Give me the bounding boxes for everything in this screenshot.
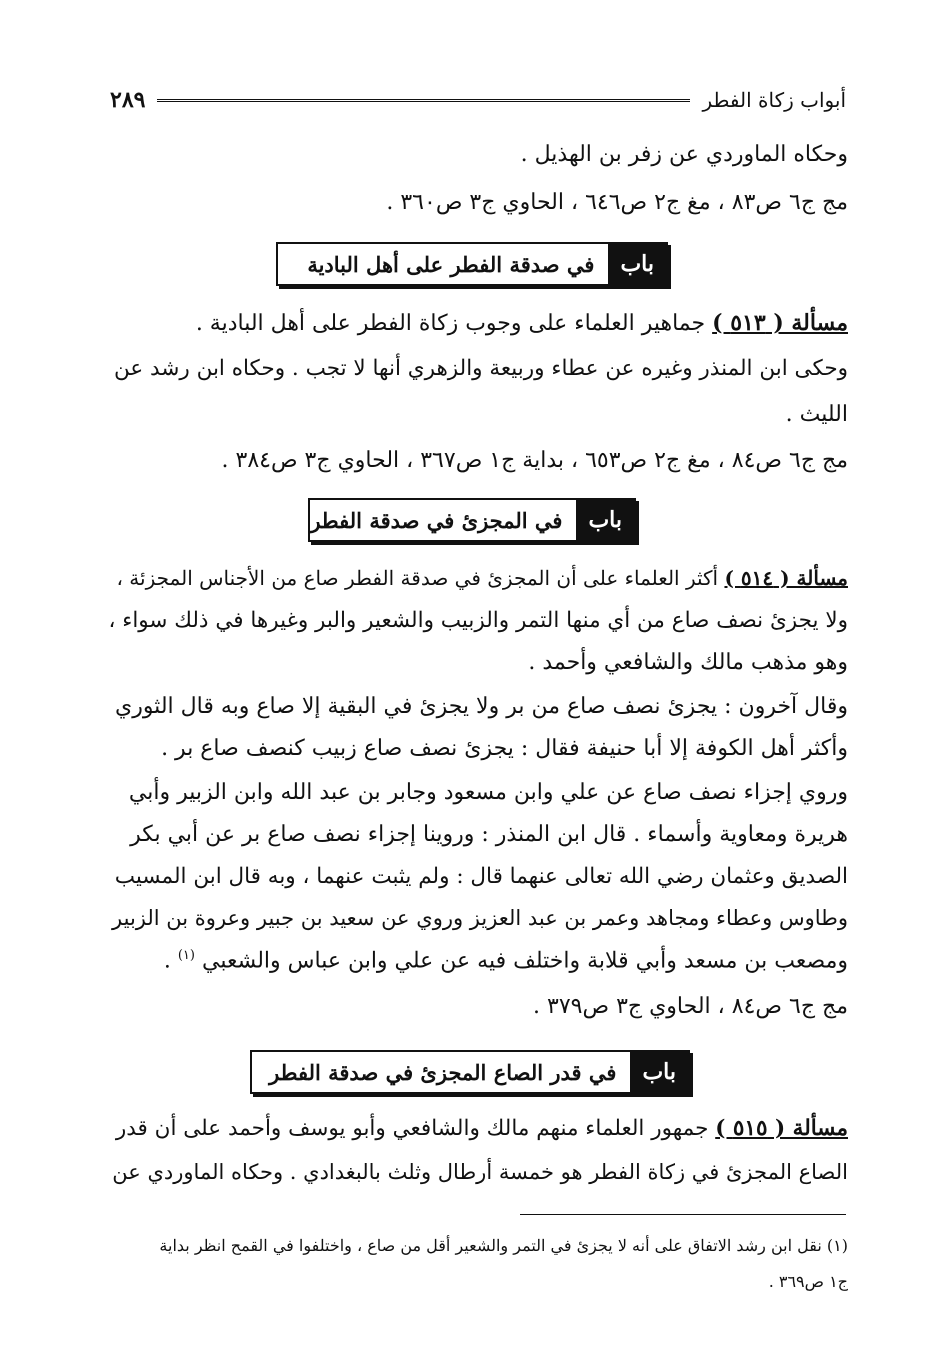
paragraph-line: وقال آخرون : يجزئ نصف صاع من بر ولا يجزئ في البقية إلا صاع وبه قال الثوري [114,694,848,719]
paragraph-line: وحكى ابن المنذر وغيره عن عطاء وربيعة والزهري أنها لا تجب . وحكاه ابن رشد عن [114,356,848,381]
reference-line: مج ج٦ ص٨٤ ، الحاوي ج٣ ص٣٧٩ . [533,994,848,1019]
paragraph-line: وحكاه الماوردي عن زفر بن الهذيل . [520,142,848,167]
paragraph-line: الصاع المجزئ في زكاة الفطر هو خمسة أرطال وثلث بالبغدادي . وحكاه الماوردي عن [112,1160,848,1184]
footnote-line: ج١ ص٣٦٩ . [768,1272,848,1291]
chapter-heading-box [308,498,636,542]
paragraph-line [116,566,848,590]
chapter-tag: باب [576,500,634,540]
line-text: ومصعب بن مسعد وأبي قلابة واختلف فيه عن علي وابن عباس والشعبي [201,948,848,974]
reference-line: مج ج٦ ص٨٣ ، مغ ج٢ ص٦٤٦ ، الحاوي ج٣ ص٣٦٠ . [386,190,848,215]
issue-number: مسألة ( ٥١٣ ) [712,310,848,336]
paragraph-line: وهو مذهب مالك والشافعي وأحمد . [528,650,848,675]
paragraph-line [196,310,848,337]
chapter-tag: باب [630,1052,688,1092]
issue-text: أكثر العلماء على أن المجزئ في صدقة الفطر صاع من الأجناس المجزئة ، [116,566,719,590]
paragraph-line: ولا يجزئ نصف صاع من أي منها التمر والزبيب والشعير والبر وغيرها في ذلك سواء ، [108,608,848,633]
footnote-marker[interactable]: (١) [177,948,195,963]
issue-number: مسألة ( ٥١٥ ) [715,1116,848,1141]
issue-text: جمهور العلماء منهم مالك والشافعي وأبو يوسف وأحمد على أن قدر [115,1116,709,1141]
issue-text: جماهير العلماء على وجوب زكاة الفطر على أهل البادية . [195,311,706,336]
chapter-tag: باب [608,244,666,284]
chapter-title: في صدقة الفطر على أهل البادية [307,251,595,277]
paragraph-line: هريرة ومعاوية وأسماء . قال ابن المنذر : وروينا إجزاء نصف صاع بر عن أبي بكر [130,822,848,847]
running-header [110,82,846,118]
paragraph-line: وطاوس وعطاء ومجاهد وعمر بن عبد العزيز وروي عن سعيد بن جبير وعروة بن الزبير [112,906,848,930]
paragraph-line: الصديق وعثمان رضي الله تعالى عنهما قال : ولم يثبت عنهما ، وبه قال ابن المسيب [114,864,848,889]
line-end: . [163,948,171,974]
paragraph-line: وروي إجزاء نصف صاع عن علي وابن مسعود وجابر بن عبد الله وابن الزبير وأبي [128,780,848,805]
header-rule [157,99,690,102]
paragraph-line [116,1116,848,1142]
header-title: أبواب زكاة الفطر [702,88,846,112]
paragraph-line [164,948,848,975]
footnote-rule [520,1214,846,1215]
chapter-title: في قدر الصاع المجزئ في صدقة الفطر [269,1059,617,1085]
chapter-title: في المجزئ في صدقة الفطر [310,507,563,533]
reference-line: مج ج٦ ص٨٤ ، مغ ج٢ ص٦٥٣ ، بداية ج١ ص٣٦٧ ، الحاوي ج٣ ص٣٨٤ . [221,448,848,473]
chapter-heading-box [250,1050,690,1094]
paragraph-line: وأكثر أهل الكوفة إلا أبا حنيفة فقال : يجزئ نصف صاع زبيب كنصف صاع بر . [161,736,848,761]
paragraph-line: الليث . [785,402,848,427]
footnote-line: (١) نقل ابن رشد الاتفاق على أنه لا يجزئ في التمر والشعير أقل من صاع ، واختلفوا في القمح انظر بداية [159,1236,848,1255]
chapter-heading-box [276,242,668,286]
page-number: ٢٨٩ [110,87,146,113]
issue-number: مسألة ( ٥١٤ ) [724,566,848,590]
